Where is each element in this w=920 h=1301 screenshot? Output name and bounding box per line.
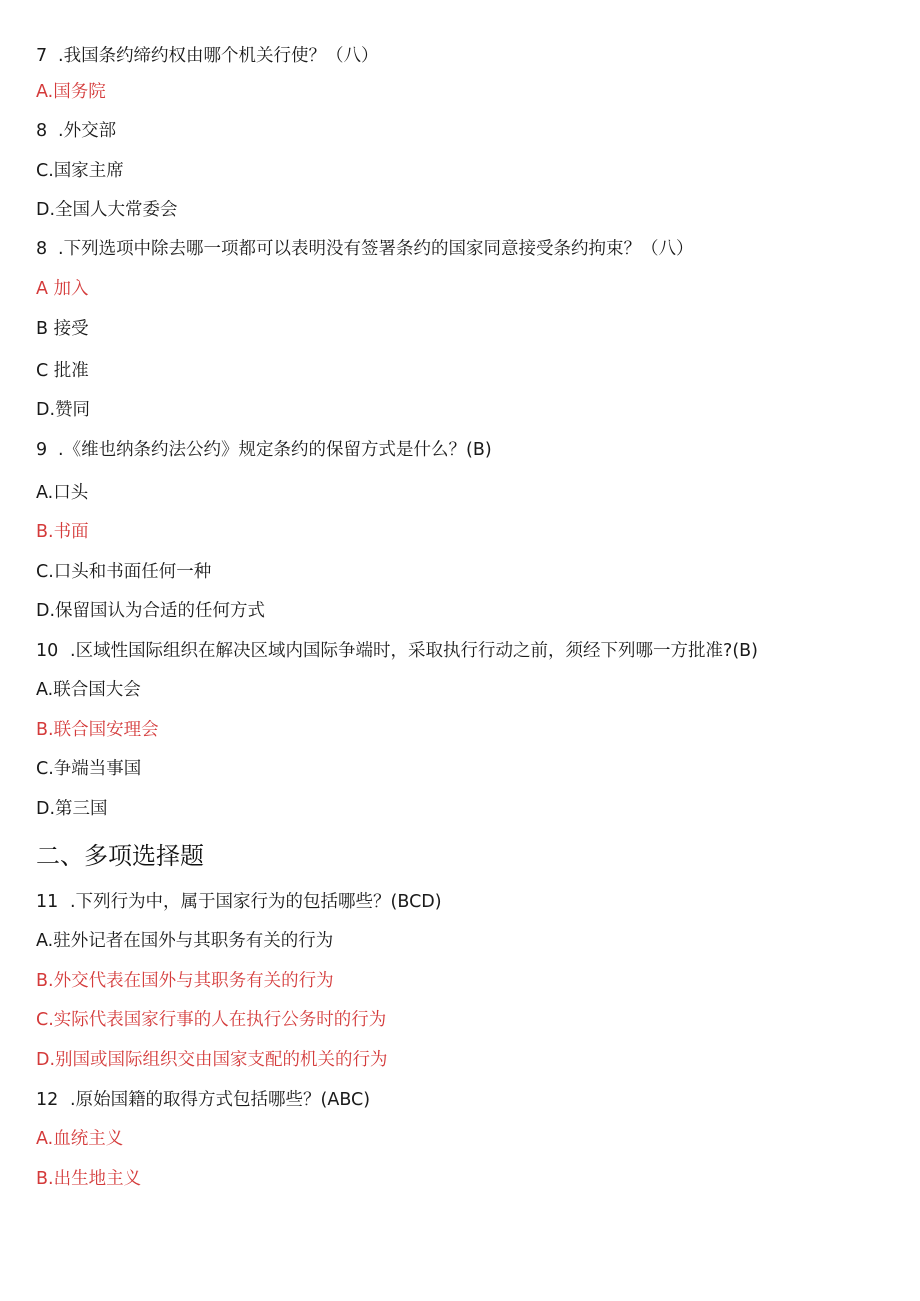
question-10 [36,639,758,663]
option-a: A.口头 [36,483,89,503]
option-c-correct: C.实际代表国家行事的人在执行公务时的行为 [36,1010,387,1030]
question-number: 7 [36,46,48,66]
option-a: A.联合国大会 [36,680,141,700]
question-text: .原始国籍的取得方式包括哪些？(ABC) [70,1090,371,1110]
option-d-correct: D.别国或国际组织交由国家支配的机关的行为 [36,1050,388,1070]
section-heading: 二、多项选择题 [36,842,204,870]
question-8 [36,237,694,261]
option-c: C 批准 [36,361,89,381]
option-b-correct: B.出生地主义 [36,1169,142,1189]
question-9 [36,438,492,462]
question-12 [36,1088,370,1112]
option-a-correct: A.血统主义 [36,1129,124,1149]
question-number: 8 [36,239,48,259]
question-text: .我国条约缔约权由哪个机关行使？（八） [58,46,379,66]
question-number: 9 [36,440,48,460]
option-d: D.保留国认为合适的任何方式 [36,601,266,621]
option-b-correct: B.书面 [36,522,89,542]
option-d: D.第三国 [36,799,108,819]
question-number: 12 [36,1090,59,1110]
option-c: C.口头和书面任何一种 [36,562,212,582]
option-c: C.争端当事国 [36,759,142,779]
option-d: D.赞同 [36,400,91,420]
question-text: .下列选项中除去哪一项都可以表明没有签署条约的国家同意接受条约拘束？（八） [58,239,694,259]
option-b-correct: B.联合国安理会 [36,720,159,740]
question-text: .区域性国际组织在解决区域内国际争端时，采取执行行动之前，须经下列哪一方批准?(B) [70,641,759,661]
option-b [36,119,116,143]
question-7 [36,44,379,68]
option-a-correct: A 加入 [36,279,89,299]
option-a-correct: A.国务院 [36,82,106,102]
option-a: A.驻外记者在国外与其职务有关的行为 [36,931,334,951]
question-number: 8 [36,121,48,141]
question-text: .下列行为中，属于国家行为的包括哪些？(BCD) [70,892,442,912]
question-text: .《维也纳条约法公约》规定条约的保留方式是什么？(B) [58,440,492,460]
question-11 [36,890,442,914]
option-d: D.全国人大常委会 [36,200,178,220]
question-number: 11 [36,892,59,912]
option-b: B 接受 [36,319,89,339]
option-b-correct: B.外交代表在国外与其职务有关的行为 [36,971,334,991]
option-c: C.国家主席 [36,161,124,181]
question-number: 10 [36,641,59,661]
option-text: .外交部 [58,121,117,141]
